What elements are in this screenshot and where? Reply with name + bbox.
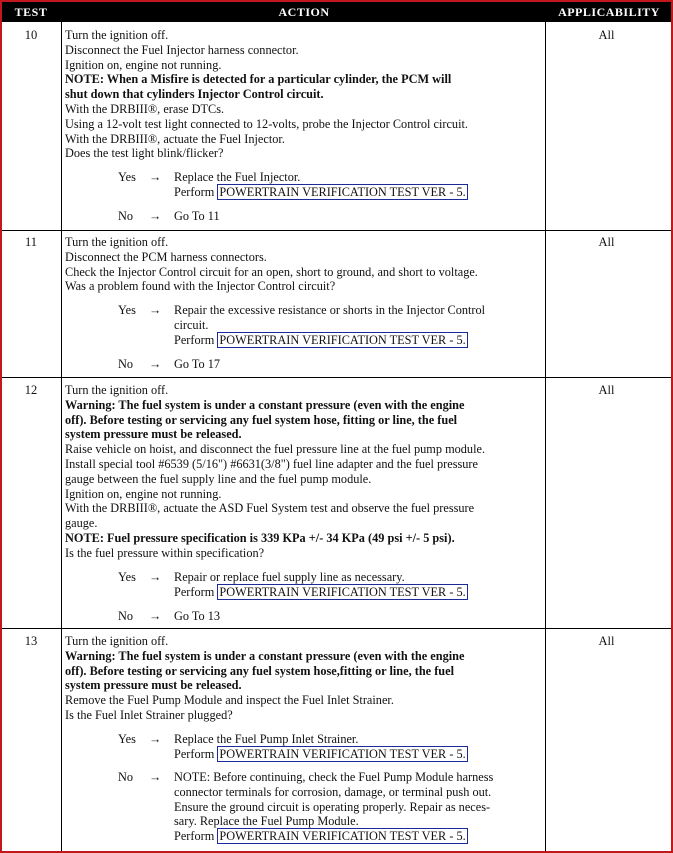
arrow-icon: → xyxy=(149,770,162,784)
verification-test-link[interactable]: POWERTRAIN VERIFICATION TEST VER - 5. xyxy=(219,332,466,347)
yes-text: Replace the Fuel Pump Inlet Strainer. xyxy=(174,732,359,746)
row-divider xyxy=(2,628,671,629)
warning-text: off). Before testing or servicing any fuel system hose, fitting or line, the fuel xyxy=(65,412,458,427)
no-text: Ensure the ground circuit is operating properly. Repair as neces- xyxy=(174,799,491,814)
arrow-icon: → xyxy=(149,357,162,371)
arrow-icon: → xyxy=(149,170,162,184)
yes-label: Yes xyxy=(118,732,136,746)
action-steps xyxy=(65,634,543,723)
step-text: Ignition on, engine not running. xyxy=(65,486,222,501)
header-applicability: APPLICABILITY xyxy=(558,5,660,19)
header-action: ACTION xyxy=(278,5,330,19)
step-text: With the DRBIII®, actuate the ASD Fuel System test and observe the fuel pressure xyxy=(65,501,475,516)
test-number: 12 xyxy=(24,383,38,397)
step-text: Does the test light blink/flicker? xyxy=(65,146,224,161)
no-label: No xyxy=(118,609,134,623)
step-text: Using a 12-volt test light connected to 12-volts, probe the Injector Control circuit. xyxy=(65,116,468,131)
note-text: NOTE: When a Misfire is detected for a particular cylinder, the PCM will xyxy=(65,72,452,87)
table-header xyxy=(2,2,671,22)
step-text: Ignition on, engine not running. xyxy=(65,57,222,72)
step-text: Was a problem found with the Injector Control circuit? xyxy=(65,279,336,294)
column-divider xyxy=(61,2,62,851)
action-steps xyxy=(65,28,543,161)
perform-label: Perform xyxy=(174,746,215,761)
step-text: Install special tool #6539 (5/16") #6631(3/8") fuel line adapter and the fuel pressure xyxy=(65,456,478,471)
yes-text: Replace the Fuel Injector. xyxy=(174,170,301,184)
verification-test-link[interactable]: POWERTRAIN VERIFICATION TEST VER - 5. xyxy=(219,829,466,844)
step-text: Disconnect the Fuel Injector harness connector. xyxy=(65,42,299,57)
step-text: Turn the ignition off. xyxy=(65,28,169,42)
step-text: gauge between the fuel supply line and the fuel pump module. xyxy=(65,471,372,486)
action-steps xyxy=(65,383,543,561)
perform-label: Perform xyxy=(174,584,215,599)
no-text: sary. Replace the Fuel Pump Module. xyxy=(174,814,359,829)
perform-label: Perform xyxy=(174,829,215,844)
action-steps xyxy=(65,235,543,294)
test-number: 11 xyxy=(24,235,38,249)
test-number: 10 xyxy=(24,28,38,42)
yes-text: Repair the excessive resistance or shorts in the Injector Control xyxy=(174,303,486,317)
row-divider xyxy=(2,377,671,378)
arrow-icon: → xyxy=(149,209,162,223)
verification-test-link[interactable]: POWERTRAIN VERIFICATION TEST VER - 5. xyxy=(219,184,466,199)
no-label: No xyxy=(118,209,134,223)
yes-label: Yes xyxy=(118,170,136,184)
step-text: With the DRBIII®, erase DTCs. xyxy=(65,101,225,116)
step-text: Raise vehicle on hoist, and disconnect the fuel pressure line at the fuel pump module. xyxy=(65,442,486,457)
verification-test-link[interactable]: POWERTRAIN VERIFICATION TEST VER - 5. xyxy=(219,584,466,599)
warning-text: Warning: The fuel system is under a constant pressure (even with the engine xyxy=(65,648,465,663)
row-divider xyxy=(2,230,671,231)
warning-text: Warning: The fuel system is under a constant pressure (even with the engine xyxy=(65,397,465,412)
goto-link[interactable]: Go To 11 xyxy=(174,209,220,223)
note-text: shut down that cylinders Injector Control circuit. xyxy=(65,87,324,102)
step-text: Turn the ignition off. xyxy=(65,383,169,397)
step-text: Disconnect the PCM harness connectors. xyxy=(65,249,267,264)
warning-text: system pressure must be released. xyxy=(65,427,242,442)
perform-label: Perform xyxy=(174,184,215,199)
yes-text: circuit. xyxy=(174,317,209,332)
yes-label: Yes xyxy=(118,303,136,317)
no-text: connector terminals for corrosion, damage, or terminal push out. xyxy=(174,784,492,799)
step-text: Is the fuel pressure within specification? xyxy=(65,545,265,560)
warning-text: system pressure must be released. xyxy=(65,678,242,693)
step-text: Turn the ignition off. xyxy=(65,235,169,249)
no-text: NOTE: Before continuing, check the Fuel Pump Module harness xyxy=(174,770,494,784)
arrow-icon: → xyxy=(149,609,162,623)
applicability-value: All xyxy=(598,28,615,42)
step-text: Is the Fuel Inlet Strainer plugged? xyxy=(65,707,233,722)
warning-text: off). Before testing or servicing any fuel system hose,fitting or line, the fuel xyxy=(65,663,455,678)
no-label: No xyxy=(118,357,134,371)
note-text: NOTE: Fuel pressure specification is 339 KPa +/- 34 KPa (49 psi +/- 5 psi). xyxy=(65,530,455,545)
test-number: 13 xyxy=(24,634,38,648)
step-text: Turn the ignition off. xyxy=(65,634,169,648)
step-text: Remove the Fuel Pump Module and inspect the Fuel Inlet Strainer. xyxy=(65,693,394,708)
goto-link[interactable]: Go To 13 xyxy=(174,609,221,623)
column-divider xyxy=(545,2,546,851)
no-label: No xyxy=(118,770,134,784)
applicability-value: All xyxy=(598,634,615,648)
step-text: gauge. xyxy=(65,516,98,531)
yes-text: Repair or replace fuel supply line as necessary. xyxy=(174,570,405,584)
verification-test-link[interactable]: POWERTRAIN VERIFICATION TEST VER - 5. xyxy=(219,746,466,761)
arrow-icon: → xyxy=(149,732,162,746)
perform-label: Perform xyxy=(174,332,215,347)
step-text: Check the Injector Control circuit for an open, short to ground, and short to voltage. xyxy=(65,264,478,279)
step-text: With the DRBIII®, actuate the Fuel Injector. xyxy=(65,131,285,146)
yes-label: Yes xyxy=(118,570,136,584)
arrow-icon: → xyxy=(149,303,162,317)
applicability-value: All xyxy=(598,235,615,249)
arrow-icon: → xyxy=(149,570,162,584)
goto-link[interactable]: Go To 17 xyxy=(174,357,221,371)
header-test: TEST xyxy=(14,5,48,19)
applicability-value: All xyxy=(598,383,615,397)
